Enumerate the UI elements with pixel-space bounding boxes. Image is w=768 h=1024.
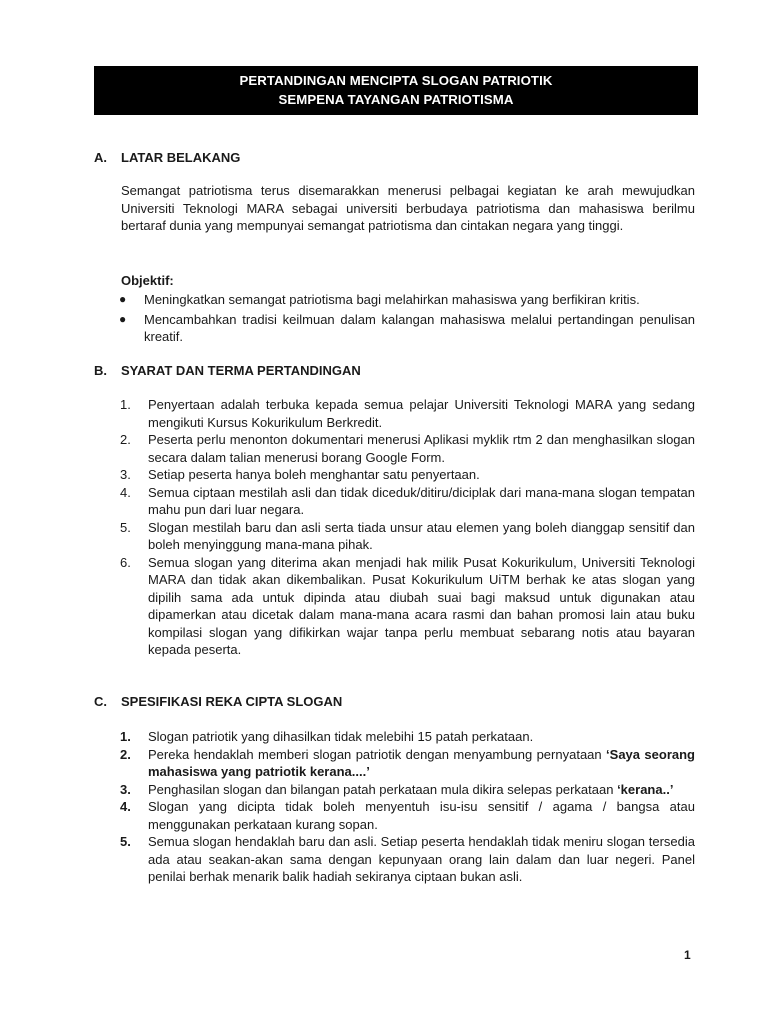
- list-item: 5. Slogan mestilah baru dan asli serta tiada unsur atau elemen yang boleh dianggap sensitif dan boleh menyinggung mana-mana pihak.: [120, 519, 695, 552]
- objective-list: [94, 291, 695, 348]
- section-b-heading: [94, 363, 361, 378]
- keyword-kerana: ‘kerana..’: [617, 781, 674, 797]
- list-item: ● Mencambahkan tradisi keilmuan dalam kalangan mahasiswa melalui pertandingan penulisan kreatif.: [119, 311, 695, 344]
- section-a-heading: [94, 150, 240, 165]
- terms-list: [94, 396, 695, 659]
- title-banner: [94, 66, 698, 115]
- list-item: 2. Peserta perlu menonton dokumentari menerusi Aplikasi myklik rtm 2 dan menghasilkan slogan secara dalam talian menerusi borang Google Form.: [120, 432, 695, 465]
- section-a-paragraph: Semangat patriotisma terus disemarakkan menerusi pelbagai kegiatan ke arah mewujudkan Universiti Teknologi MARA sebagai universiti berbudaya patriotisma dan mahasiswa berilmu bertaraf dunia yang mempunyai semangat patriotisma dan cintakan negara yang tinggi.: [121, 183, 695, 233]
- section-letter: B.: [94, 363, 107, 378]
- list-item: 2. Pereka hendaklah memberi slogan patriotik dengan menyambung pernyataan ‘Saya seorang mahasiswa yang patriotik kerana....’: [120, 746, 695, 779]
- spec-list: [94, 728, 695, 886]
- bullet-icon: ●: [119, 292, 127, 306]
- section-c-heading: [94, 694, 342, 709]
- list-item: 4. Slogan yang dicipta tidak boleh menyentuh isu-isu sensitif / agama / bangsa atau menggunakan perkataan kurang sopan.: [120, 799, 695, 832]
- page-number: 1: [684, 948, 691, 962]
- list-item: 5. Semua slogan hendaklah baru dan asli. Setiap peserta hendaklah tidak meniru slogan tersedia ada atau seakan-akan sama dengan kepunyaan orang lain dalam dan luar negeri. Panel penilai berhak menarik balik hadiah sekiranya ciptaan bukan asli.: [120, 834, 695, 884]
- bullet-icon: ●: [119, 311, 127, 326]
- slogan-prompt: ‘Saya seorang mahasiswa yang patriotik kerana....’: [148, 746, 695, 779]
- list-item: 4. Semua ciptaan mestilah asli dan tidak diceduk/ditiru/diciplak dari mana-mana slogan tempatan mahu pun dari luar negara.: [120, 484, 695, 517]
- section-letter: C.: [94, 694, 107, 709]
- objective-label: Objektif:: [121, 273, 174, 288]
- list-item: 1. Slogan patriotik yang dihasilkan tidak melebihi 15 patah perkataan.: [120, 729, 534, 744]
- title-line-2: SEMPENA TAYANGAN PATRIOTISMA: [278, 92, 514, 107]
- title-line-1: PERTANDINGAN MENCIPTA SLOGAN PATRIOTIK: [239, 73, 553, 88]
- list-item: 1. Penyertaan adalah terbuka kepada semua pelajar Universiti Teknologi MARA yang sedang mengikuti Kursus Kokurikulum Berkredit.: [120, 397, 695, 430]
- list-item: 3. Setiap peserta hanya boleh menghantar satu penyertaan.: [120, 467, 480, 482]
- list-item: 3. Penghasilan slogan dan bilangan patah perkataan mula dikira selepas perkataan ‘kerana..’: [120, 781, 674, 797]
- section-letter: A.: [94, 150, 107, 165]
- list-item: ● Meningkatkan semangat patriotisma bagi melahirkan mahasiswa yang berfikiran kritis.: [119, 292, 640, 307]
- section-title: LATAR BELAKANG: [121, 150, 241, 165]
- list-item: 6. Semua slogan yang diterima akan menjadi hak milik Pusat Kokurikulum, Universiti Teknologi MARA dan tidak akan dikembalikan. Pusat Kokurikulum UiTM berhak ke atas slogan yang dipilih sama ada untuk dipinda atau diubah suai bagi maksud untuk digunakan atau dipamerkan atau dicetak dalam mana-mana acara rasmi dan bahan promosi lain atau buku kompilasi slogan yang difikirkan wajar tanpa perlu membuat sebarang notis atau bayaran kepada peserta.: [120, 554, 695, 657]
- section-title: SPESIFIKASI REKA CIPTA SLOGAN: [121, 694, 343, 709]
- section-title: SYARAT DAN TERMA PERTANDINGAN: [121, 363, 361, 378]
